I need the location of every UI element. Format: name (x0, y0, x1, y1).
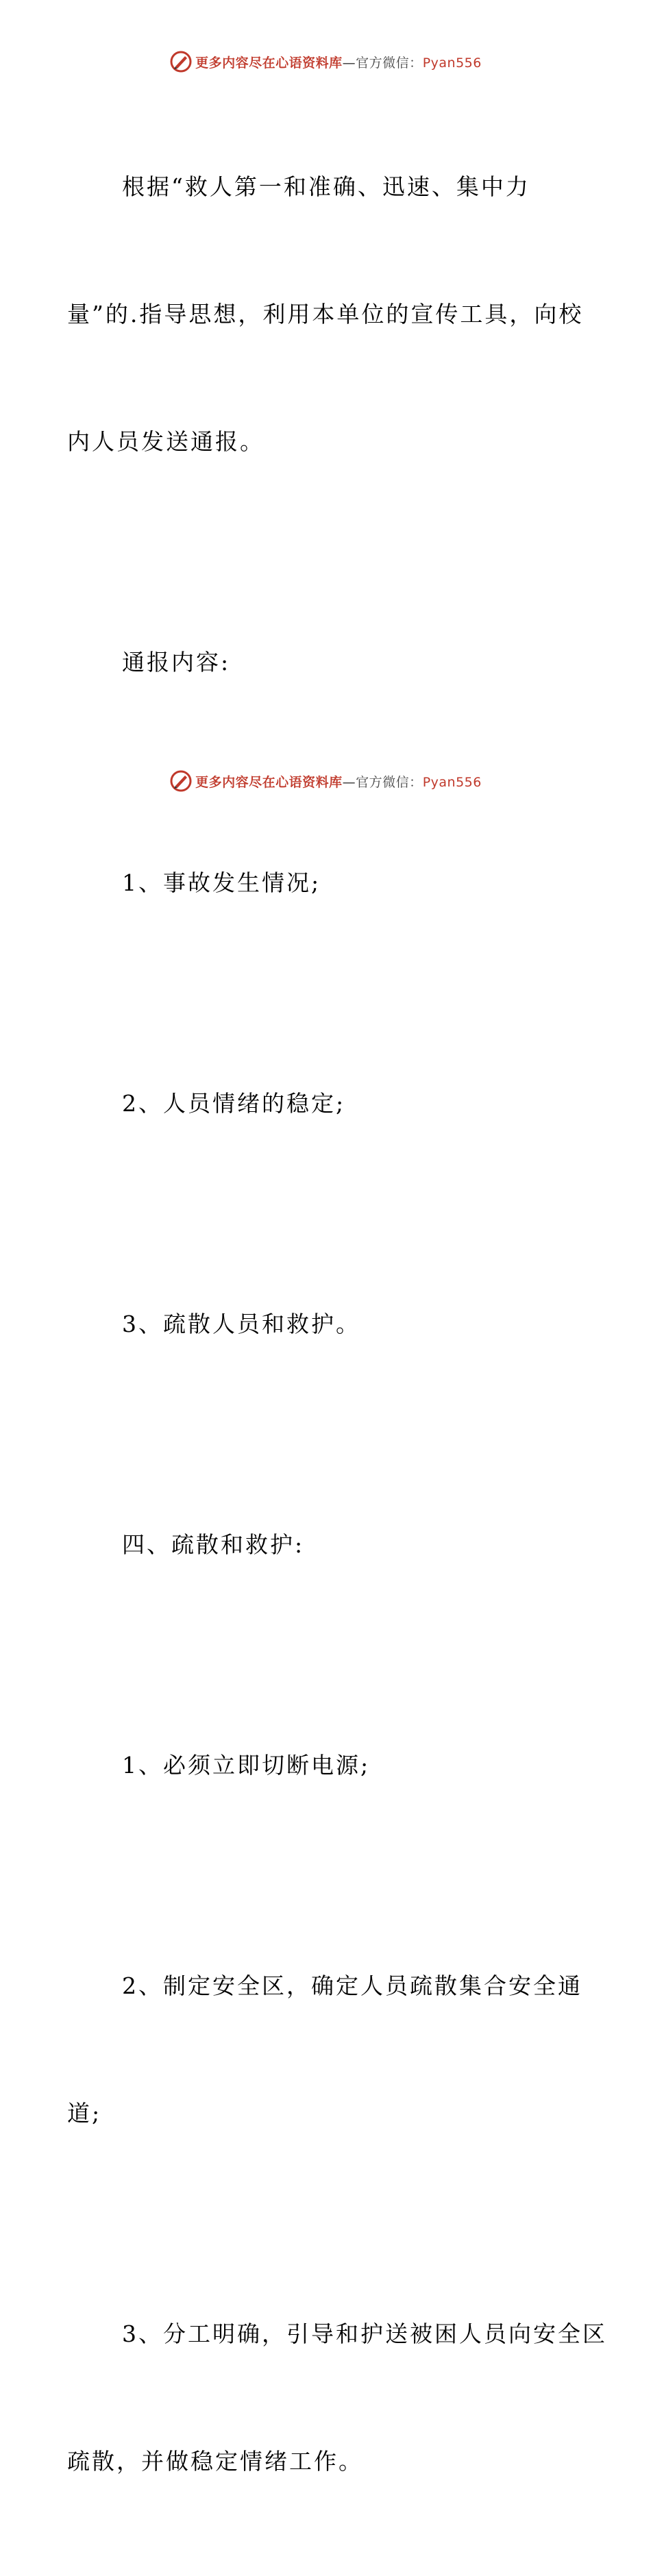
paragraph-line: 疏散，并做稳定情绪工作。 (67, 2448, 363, 2475)
paragraph-line: 1、必须立即切断电源; (122, 1752, 371, 1779)
watermark-brand: 更多内容尽在心语资料库 (195, 55, 343, 71)
paragraph-line: 根据“救人第一和准确、迅速、集中力 (122, 173, 530, 200)
watermark-account: Pyan556 (422, 55, 482, 71)
notice-item-1 (67, 774, 578, 989)
paragraph-intro (67, 81, 584, 548)
paragraph-line: 3、分工明确，引导和护送被困人员向安全区 (122, 2320, 607, 2347)
header-watermark (0, 48, 651, 75)
section-heading-four (67, 1439, 578, 1651)
paragraph-line: 道; (67, 2100, 102, 2127)
watermark-account: Pyan556 (422, 774, 482, 790)
watermark-official-label: 官方微信： (356, 55, 423, 71)
footer-watermark (0, 767, 651, 795)
pen-circle-icon (169, 50, 193, 73)
paragraph-line: 四、疏散和救护: (122, 1531, 305, 1558)
evacuation-step-3 (67, 2228, 607, 2568)
paragraph-line: 3、疏散人员和救护。 (122, 1311, 360, 1337)
document-body (67, 81, 607, 2576)
paragraph-line: 1、事故发生情况; (122, 869, 321, 896)
notice-item-2 (67, 998, 578, 1210)
paragraph-line: 内人员发送通报。 (67, 428, 265, 455)
watermark-separator: — (342, 774, 356, 790)
watermark-text (195, 772, 482, 791)
watermark-separator: — (342, 55, 356, 71)
watermark-official-label: 官方微信： (356, 774, 423, 790)
paragraph-line: 通报内容: (122, 649, 231, 676)
paragraph-line: 2、制定安全区，确定人员疏散集合安全通 (122, 1972, 582, 1999)
notice-content-heading (67, 556, 578, 769)
paragraph-line: 量”的.指导思想，利用本单位的宣传工具，向校 (67, 301, 584, 327)
watermark-text (195, 53, 482, 71)
watermark-brand: 更多内容尽在心语资料库 (195, 774, 343, 790)
paragraph-line: 2、人员情绪的稳定; (122, 1090, 346, 1117)
evacuation-step-2 (67, 1880, 582, 2220)
notice-item-3 (67, 1218, 578, 1431)
pen-circle-icon (169, 769, 193, 793)
evacuation-step-1 (67, 1659, 578, 1872)
